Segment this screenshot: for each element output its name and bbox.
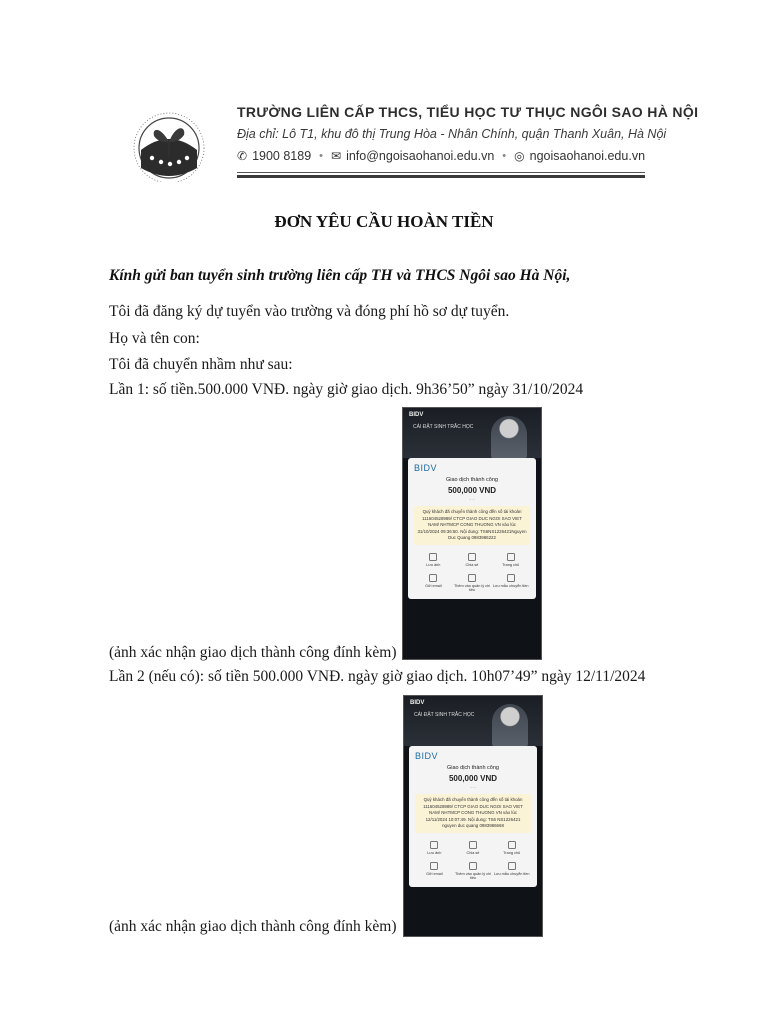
globe-icon: ◎	[514, 149, 525, 163]
intro-line: Tôi đã đăng ký dự tuyển vào trường và đóng phí hồ sơ dự tuyển.	[109, 303, 510, 320]
transaction-detail: Quý khách đã chuyển thành công đến số tài khoản 111604528989/ CTCP GIAO DUC NGOI SAO VIET NAM/ NHTMCP CONG THUONG VN vào lúc 31/10/2024 09:36:50. Nội dung: TS6NS1226421Nguyen Duc Quang 0983986222	[414, 506, 530, 545]
home-action: Trang chủ	[491, 553, 530, 568]
receipt-card	[409, 746, 537, 887]
wallet-icon	[468, 574, 476, 582]
promo-figure	[492, 704, 528, 746]
share-action: Chia sẻ	[454, 841, 493, 856]
email-icon	[430, 862, 438, 870]
receipt-actions	[414, 553, 530, 595]
bank-logo: BIDV	[414, 463, 438, 473]
phone-number: 1900 8189	[252, 149, 312, 163]
share-icon	[468, 553, 476, 561]
phone-icon: ✆	[237, 149, 248, 163]
bank-receipt-image	[402, 407, 542, 660]
header-rule	[237, 172, 645, 173]
attachment-note-2: (ảnh xác nhận giao dịch thành công đính kèm)	[109, 918, 397, 935]
school-name: TRƯỜNG LIÊN CẤP THCS, TIỂU HỌC TƯ THỤC NGÔI SAO HÀ NỘI	[237, 104, 699, 120]
email-icon	[429, 574, 437, 582]
header-rule-thick	[237, 175, 645, 178]
website: ngoisaohanoi.edu.vn	[529, 149, 646, 163]
share-icon	[469, 841, 477, 849]
amount-subtext: ·····	[468, 497, 476, 502]
email-action: Gửi email	[414, 574, 453, 593]
home-icon	[507, 553, 515, 561]
school-logo	[124, 108, 214, 182]
promo-text: CÁI ĐẶT SINH TRẮC HỌC	[413, 424, 474, 430]
transfer-1-line: Lần 1: số tiền.500.000 VNĐ. ngày giờ giao dịch. 9h36’50” ngày 31/10/2024	[109, 381, 584, 398]
attachment-note-1: (ảnh xác nhận giao dịch thành công đính kèm)	[109, 644, 397, 661]
salutation: Kính gửi ban tuyển sinh trường liên cấp TH và THCS Ngôi sao Hà Nội,	[109, 267, 571, 284]
promo-text: CÁI ĐẶT SINH TRẮC HỌC	[414, 712, 475, 718]
bank-logo: BIDV	[415, 751, 439, 761]
transaction-amount: 500,000 VND	[448, 774, 498, 783]
save-image-action: Lưu ảnh	[415, 841, 454, 856]
contact-row	[237, 149, 645, 163]
home-icon	[508, 841, 516, 849]
amount-subtext: ·····	[469, 785, 477, 790]
bookmark-icon	[507, 574, 515, 582]
email-action: Gửi email	[415, 862, 454, 881]
receipt-card	[408, 458, 536, 599]
separator: •	[319, 150, 324, 162]
download-icon	[430, 841, 438, 849]
transfer-2-line: Lần 2 (nếu có): số tiền 500.000 VNĐ. ngày giờ giao dịch. 10h07’49” ngày 12/11/2024	[109, 668, 646, 685]
bank-receipt-image	[403, 695, 543, 937]
wallet-icon	[469, 862, 477, 870]
promo-figure	[491, 416, 527, 458]
save-template-action: Lưu mẫu chuyển tiền	[492, 862, 531, 881]
document-title: ĐƠN YÊU CẦU HOÀN TIỀN	[274, 212, 494, 231]
share-action: Chia sẻ	[453, 553, 492, 568]
expense-action: Thêm vào quản lý chi tiêu	[454, 862, 493, 881]
envelope-icon: ✉	[331, 149, 342, 163]
email-address: info@ngoisaohanoi.edu.vn	[346, 149, 495, 163]
mistake-label: Tôi đã chuyển nhầm như sau:	[109, 356, 293, 373]
download-icon	[429, 553, 437, 561]
separator: •	[502, 150, 507, 162]
transaction-status: Giao dịch thành công	[446, 477, 498, 483]
school-address: Địa chỉ: Lô T1, khu đô thị Trung Hòa - Nhân Chính, quận Thanh Xuân, Hà Nội	[237, 127, 667, 141]
bank-brand: BIDV	[410, 700, 425, 706]
bookmark-icon	[508, 862, 516, 870]
save-template-action: Lưu mẫu chuyển tiền	[491, 574, 530, 593]
receipt-banner	[403, 408, 541, 458]
transaction-amount: 500,000 VND	[447, 486, 497, 495]
transaction-status: Giao dịch thành công	[447, 765, 499, 771]
transaction-detail: Quý khách đã chuyển thành công đến số tài khoản 111604528989/ CTCP GIAO DUC NGOI SAO VIET NAM/ NHTMCP CONG THUONG VN vào lúc 12/11/2024 10:07:49. Nội dung: TS6 NS1226421 nguyen duc quang 0983986668	[415, 794, 531, 833]
child-name-label: Họ và tên con:	[109, 330, 200, 347]
home-action: Trang chủ	[492, 841, 531, 856]
receipt-actions	[415, 841, 531, 883]
bank-brand: BIDV	[409, 412, 424, 418]
expense-action: Thêm vào quản lý chi tiêu	[453, 574, 492, 593]
receipt-banner	[404, 696, 542, 746]
save-image-action: Lưu ảnh	[414, 553, 453, 568]
